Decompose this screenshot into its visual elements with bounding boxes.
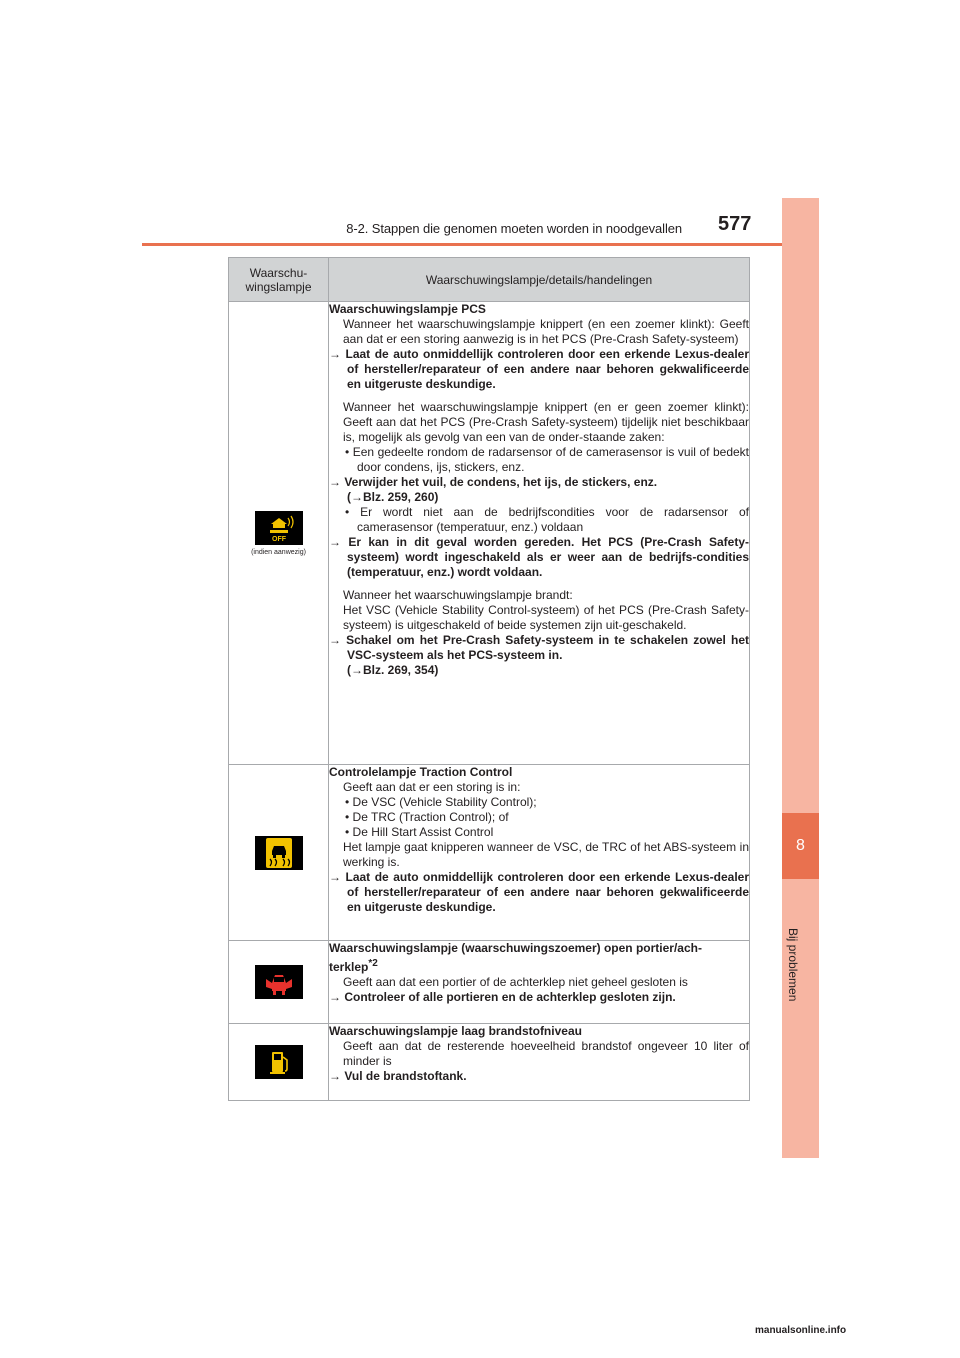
description: Geeft aan dat er een storing is in:	[343, 780, 521, 794]
table-header-row	[229, 258, 750, 302]
details-cell	[329, 941, 750, 1024]
chapter-number-tab[interactable]: 8	[782, 813, 819, 879]
bullet-item: • Een gedeelte rondom de radarsensor of de camerasensor is vuil of bedekt door condens, ijs, stickers, enz.	[345, 445, 749, 474]
icon-cell	[229, 302, 329, 765]
action-text: → Vul de brandstoftank.	[329, 1069, 467, 1083]
table-row	[229, 941, 750, 1024]
low-fuel-icon	[255, 1045, 303, 1079]
action-text: → Controleer of alle portieren en de achterklep gesloten zijn.	[329, 990, 676, 1004]
col-header-details: Waarschuwingslampje/details/handelingen	[329, 258, 750, 302]
row-title: Waarschuwingslampje laag brandstofniveau	[329, 1024, 582, 1038]
bullet-item: • De TRC (Traction Control); of	[345, 810, 509, 824]
row-title: Controlelampje Traction Control	[329, 765, 513, 779]
description: Geeft aan dat een portier of de achterklep niet geheel gesloten is	[343, 975, 688, 989]
action-text: → Er kan in dit geval worden gereden. Het PCS (Pre-Crash Safety-systeem) wordt ingeschakeld als er weer aan de bedrijfs-condities (temperatuur, enz.) wordt voldaan.	[329, 535, 749, 579]
pcs-off-warning-icon	[255, 511, 303, 545]
page-reference-link[interactable]: (→Blz. 259, 260)	[347, 490, 439, 504]
chapter-label: Bij problemen	[786, 928, 800, 1002]
icon-cell	[229, 941, 329, 1024]
details-cell	[329, 302, 750, 765]
row-title-text: Waarschuwingslampje (waarschuwingszoemer) open portier/ach-terklep	[329, 941, 702, 974]
col-header-light: Waarschu- wingslampje	[229, 258, 329, 302]
description: Wanneer het waarschuwingslampje brandt:	[343, 588, 573, 602]
action-text: → Verwijder het vuil, de condens, het ijs, de stickers, enz.	[329, 475, 658, 489]
pcs-icon-off-label: OFF	[271, 535, 286, 543]
icon-note: (indien aanwezig)	[251, 548, 306, 556]
table-row	[229, 1024, 750, 1101]
details-cell	[329, 765, 750, 941]
action-text: → Schakel om het Pre-Crash Safety-systeem in te schakelen zowel het VSC-systeem als het PCS-systeem in.	[329, 633, 749, 662]
action-text: → Laat de auto onmiddellijk controleren door een erkende Lexus-dealer of hersteller/reparateur of een andere naar behoren gekwalificeerde en uitgeruste deskundige.	[329, 870, 749, 914]
row-title	[329, 941, 749, 975]
warning-lights-table	[228, 257, 750, 1101]
header-rule	[142, 243, 818, 246]
description: Het VSC (Vehicle Stability Control-systeem) of het PCS (Pre-Crash Safety-systeem) is uitgeschakeld of beide systemen zijn uit-geschakeld.	[343, 603, 749, 632]
description: Wanneer het waarschuwingslampje knippert (en er geen zoemer klinkt): Geeft aan dat het PCS (Pre-Crash Safety-systeem) tijdelijk niet beschikbaar is, mogelijk als gevolg van een van de onder-staande zaken:	[343, 400, 749, 444]
description: Het lampje gaat knipperen wanneer de VSC, de TRC of het ABS-systeem in werking is.	[343, 840, 749, 869]
row-title: Waarschuwingslampje PCS	[329, 302, 486, 316]
door-open-warning-icon	[255, 965, 303, 999]
table-row	[229, 765, 750, 941]
description: Wanneer het waarschuwingslampje knippert (en een zoemer klinkt): Geeft aan dat er een storing aanwezig is in het PCS (Pre-Crash Safety-systeem)	[343, 317, 749, 346]
traction-control-icon	[255, 836, 303, 870]
action-text: → Laat de auto onmiddellijk controleren door een erkende Lexus-dealer of hersteller/reparateur of een andere naar behoren gekwalificeerde en uitgeruste deskundige.	[329, 347, 749, 391]
section-title: 8-2. Stappen die genomen moeten worden in noodgevallen	[346, 221, 682, 236]
details-cell	[329, 1024, 750, 1101]
table-row	[229, 302, 750, 765]
bullet-item: • De Hill Start Assist Control	[345, 825, 494, 839]
icon-cell	[229, 1024, 329, 1101]
bullet-item: • Er wordt niet aan de bedrijfscondities voor de radarsensor of camerasensor (temperatuur, enz.) voldaan	[345, 505, 749, 534]
description: Geeft aan dat de resterende hoeveelheid brandstof ongeveer 10 liter of minder is	[343, 1039, 749, 1068]
bullet-item: • De VSC (Vehicle Stability Control);	[345, 795, 537, 809]
footnote-marker: *2	[368, 958, 378, 969]
page-number: 577	[718, 213, 752, 235]
page-reference-link[interactable]: (→Blz. 269, 354)	[347, 663, 439, 677]
side-strip	[782, 198, 819, 1158]
footer-watermark: manualsonline.info	[755, 1325, 847, 1336]
icon-cell	[229, 765, 329, 941]
